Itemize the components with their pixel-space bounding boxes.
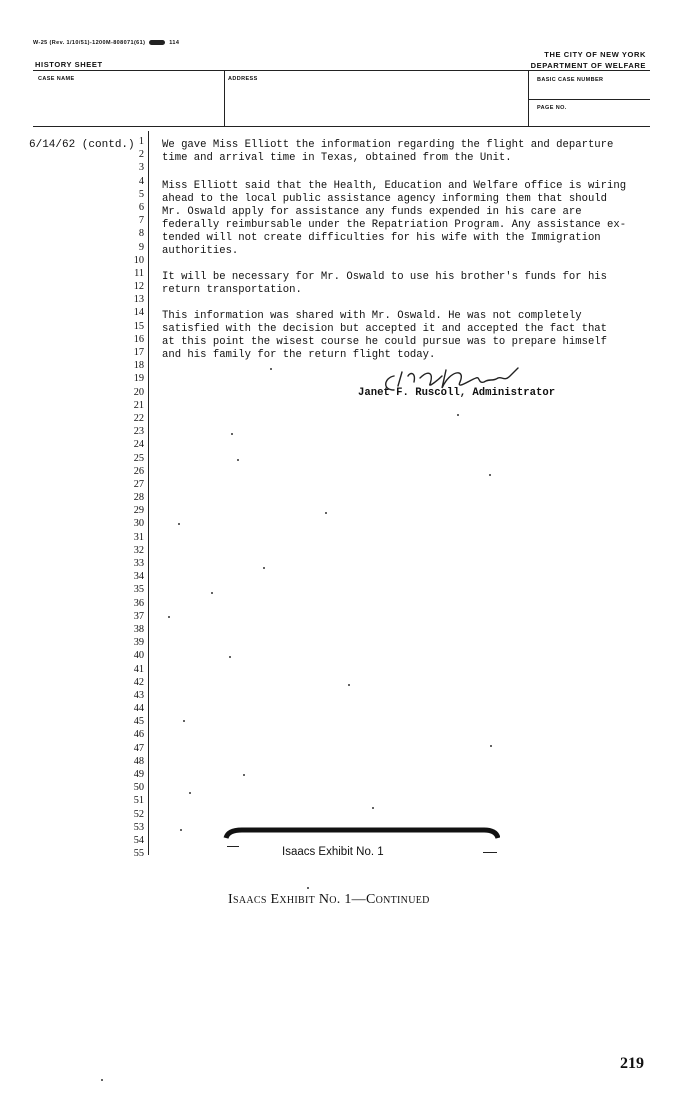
header-divider-2 — [528, 70, 529, 126]
line-number: 15 — [133, 320, 144, 332]
line-number: 12 — [133, 281, 144, 293]
line-number: 35 — [133, 584, 144, 596]
line-number: 41 — [133, 663, 144, 675]
exhibit-dash-left — [227, 846, 239, 847]
exhibit-strip — [222, 826, 500, 842]
line-number: 22 — [133, 412, 144, 424]
line-number-rule — [148, 131, 149, 855]
paragraph-line: at this point the wisest course he could pursue was to prepare himself — [162, 336, 608, 348]
line-number: 3 — [138, 162, 144, 174]
line-number: 33 — [133, 558, 144, 569]
exhibit-label: Isaacs Exhibit No. 1 — [282, 846, 384, 858]
paragraph-line: time and arrival time in Texas, obtained from the Unit. — [162, 152, 512, 164]
line-number: 39 — [133, 637, 144, 649]
header-top-rule — [33, 70, 650, 71]
paragraph-line: and his family for the return flight today. — [162, 349, 436, 361]
exhibit-dash-right — [483, 852, 497, 853]
org-header — [531, 49, 646, 71]
line-number: 46 — [133, 729, 144, 741]
line-number: 54 — [133, 834, 144, 846]
paragraph-line: satisfied with the decision but accepted it and accepted the fact that — [162, 323, 608, 335]
line-number: 1 — [138, 136, 144, 147]
line-number: 52 — [133, 808, 144, 820]
line-number: 28 — [133, 492, 144, 504]
line-number: 5 — [138, 188, 144, 200]
line-numbers — [122, 135, 144, 860]
signature-name: Janet F. Ruscoll, Administrator — [358, 387, 556, 399]
paragraph-line: authorities. — [162, 245, 239, 257]
line-number: 47 — [133, 742, 144, 754]
line-number: 36 — [133, 597, 144, 609]
line-number: 4 — [138, 175, 144, 187]
label-address: ADDRESS — [228, 76, 258, 82]
paragraph-line: return transportation. — [162, 284, 302, 296]
form-code-tail: 114 — [169, 40, 180, 46]
line-number: 14 — [133, 307, 144, 319]
line-number: 18 — [133, 360, 144, 372]
header-bottom-rule — [33, 126, 650, 127]
page-number: 219 — [620, 1055, 644, 1072]
line-number: 17 — [133, 347, 144, 358]
line-number: 13 — [133, 294, 144, 306]
header-divider-1 — [224, 70, 225, 126]
paragraph-line: Miss Elliott said that the Health, Education and Welfare office is wiring — [162, 180, 627, 192]
line-number: 50 — [133, 782, 144, 794]
label-page-no: PAGE NO. — [537, 105, 567, 111]
line-number: 49 — [133, 769, 144, 780]
line-number: 20 — [133, 386, 144, 398]
line-number: 53 — [133, 821, 144, 833]
line-number: 45 — [133, 716, 144, 728]
line-number: 29 — [133, 505, 144, 517]
paragraph-line: This information was shared with Mr. Oswald. He was not completely — [162, 310, 582, 322]
line-number: 30 — [133, 518, 144, 530]
paragraph-3 — [162, 271, 607, 297]
sheet-title: HISTORY SHEET — [35, 60, 103, 69]
line-number: 6 — [138, 201, 144, 213]
line-number: 21 — [133, 399, 144, 411]
line-number: 9 — [138, 241, 144, 253]
line-number: 2 — [138, 149, 144, 161]
form-code-text: W-25 (Rev. 1/10/51)-1200M-808071(61) — [33, 40, 146, 46]
line-number: 11 — [134, 267, 144, 279]
line-number: 7 — [138, 215, 144, 227]
line-number: 48 — [133, 755, 144, 767]
paragraph-line: It will be necessary for Mr. Oswald to use his brother's funds for his — [162, 271, 608, 283]
paragraph-line: Mr. Oswald apply for assistance any funds expended in his care are — [162, 206, 582, 218]
line-number: 10 — [133, 254, 144, 266]
paragraph-line: tended will not create difficulties for his wife with the Immigration — [162, 232, 601, 244]
line-number: 55 — [133, 848, 144, 860]
line-number: 16 — [133, 333, 144, 345]
form-code — [33, 40, 179, 46]
line-number: 23 — [133, 426, 144, 438]
line-number: 43 — [133, 689, 144, 701]
page-caption: Isaacs Exhibit No. 1—Continued — [228, 892, 430, 907]
line-number: 44 — [133, 703, 144, 715]
line-number: 51 — [133, 795, 144, 807]
paragraph-line: ahead to the local public assistance agency informing them that should — [162, 193, 608, 205]
paragraph-line: federally reimbursable under the Repatriation Program. Any assistance ex- — [162, 219, 627, 231]
label-case-name: CASE NAME — [38, 76, 75, 82]
label-basic-case-number: BASIC CASE NUMBER — [537, 77, 604, 83]
line-number: 37 — [133, 610, 144, 622]
line-number: 31 — [133, 531, 144, 543]
line-number: 38 — [133, 623, 144, 635]
paragraph-line: We gave Miss Elliott the information regarding the flight and departure — [162, 139, 614, 151]
entry-date: 6/14/62 (contd.) — [29, 139, 135, 151]
line-number: 8 — [138, 228, 144, 240]
line-number: 42 — [133, 676, 144, 688]
union-bug-icon — [149, 40, 165, 45]
line-number: 34 — [133, 571, 144, 583]
line-number: 24 — [133, 439, 144, 451]
line-number: 19 — [133, 373, 144, 385]
paragraph-1 — [162, 139, 613, 165]
line-number: 32 — [133, 544, 144, 556]
org-line-2: DEPARTMENT OF WELFARE — [530, 61, 646, 70]
org-line-1: THE CITY OF NEW YORK — [544, 50, 646, 59]
paragraph-2 — [162, 180, 626, 258]
line-number: 40 — [133, 650, 144, 662]
header-case-number-rule — [528, 99, 650, 100]
paragraph-4 — [162, 310, 607, 362]
line-number: 26 — [133, 465, 144, 477]
line-number: 25 — [133, 452, 144, 464]
line-number: 27 — [133, 478, 144, 490]
